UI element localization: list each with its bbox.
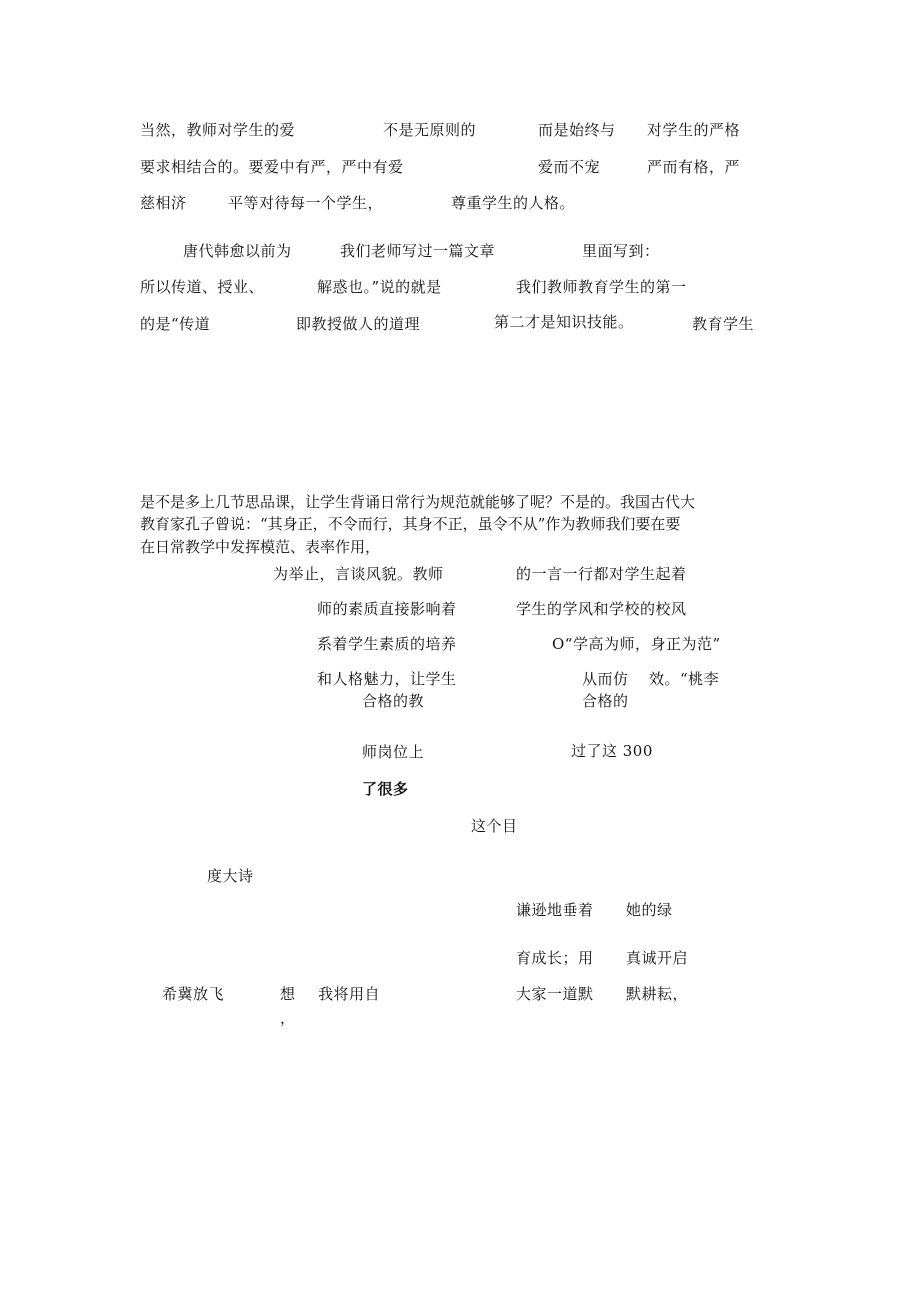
text-fragment: 过了这 300 bbox=[571, 742, 653, 760]
text-fragment: 为举止，言谈风貌。教师 bbox=[273, 565, 444, 583]
text-fragment: 谦逊地垂着 bbox=[516, 901, 594, 919]
text-fragment: 学生的学风和学校的校风 bbox=[516, 600, 687, 618]
text-fragment: 的一言一行都对学生起着 bbox=[516, 565, 687, 583]
text-fragment: 师的素质直接影响着 bbox=[317, 600, 457, 618]
text-fragment: 了很多 bbox=[362, 780, 409, 798]
text-line: 即教授做人的道理 bbox=[296, 315, 421, 333]
text-fragment: 从而仿 bbox=[582, 670, 629, 688]
text-fragment: 想 bbox=[280, 985, 296, 1003]
text-line: 当然，教师对学生的爱 bbox=[140, 121, 296, 139]
text-line: 在日常教学中发挥模范、表率作用， bbox=[140, 538, 381, 556]
text-fragment: 合格的 bbox=[582, 692, 629, 710]
text-line: 而是始终与 bbox=[538, 121, 616, 139]
text-fragment: 她的绿 bbox=[626, 901, 673, 919]
text-line: 慈相济 bbox=[140, 194, 187, 212]
text-fragment: 希冀放飞 bbox=[162, 985, 225, 1003]
text-line: 我们教师教育学生的第一 bbox=[516, 278, 687, 296]
text-line: 唐代韩愈以前为 bbox=[183, 242, 292, 260]
text-line: 对学生的严格 bbox=[647, 121, 741, 139]
text-fragment: 系着学生素质的培养 bbox=[317, 635, 457, 653]
text-line: 第二才是知识技能。 bbox=[494, 313, 634, 331]
text-line: 教育家孔子曾说：“其身正，不令而行，其身不正，虽令不从”作为教师我们要在要 bbox=[140, 515, 681, 533]
text-line: 的是“传道 bbox=[140, 315, 211, 333]
text-line: 爱而不宠 bbox=[538, 158, 601, 176]
text-fragment: 合格的教 bbox=[362, 692, 425, 710]
text-line: 里面写到： bbox=[582, 242, 660, 260]
text-line: 我们老师写过一篇文章 bbox=[340, 242, 496, 260]
text-fragment: 大家一道默 bbox=[516, 985, 594, 1003]
text-fragment: O“学高为师，身正为范” bbox=[552, 635, 721, 653]
text-fragment: 默耕耘， bbox=[626, 985, 689, 1003]
text-line: 平等对待每一个学生， bbox=[228, 194, 384, 212]
text-fragment: 育成长；用 bbox=[516, 949, 594, 967]
text-line: 教育学生 bbox=[692, 315, 755, 333]
text-line: 不是无原则的 bbox=[383, 121, 477, 139]
text-fragment: 度大诗 bbox=[207, 867, 254, 885]
text-line: 要求相结合的。要爱中有严，严中有爱 bbox=[140, 158, 404, 176]
text-fragment: 和人格魅力，让学生 bbox=[317, 670, 457, 688]
text-fragment: 师岗位上 bbox=[362, 743, 425, 761]
text-fragment: 效。“桃李 bbox=[649, 670, 720, 688]
text-fragment: ， bbox=[280, 1009, 296, 1027]
text-line: 严而有格，严 bbox=[647, 158, 741, 176]
text-line: 所以传道、授业、 bbox=[140, 278, 265, 296]
text-line: 是不是多上几节思品课，让学生背诵日常行为规范就能够了呢？不是的。我国古代大 bbox=[140, 493, 696, 511]
text-line: 尊重学生的人格。 bbox=[451, 194, 576, 212]
text-fragment: 真诚开启 bbox=[626, 949, 689, 967]
text-line: 解惑也。”说的就是 bbox=[317, 278, 442, 296]
text-fragment: 我将用自 bbox=[318, 985, 381, 1003]
text-fragment: 这个目 bbox=[471, 817, 518, 835]
